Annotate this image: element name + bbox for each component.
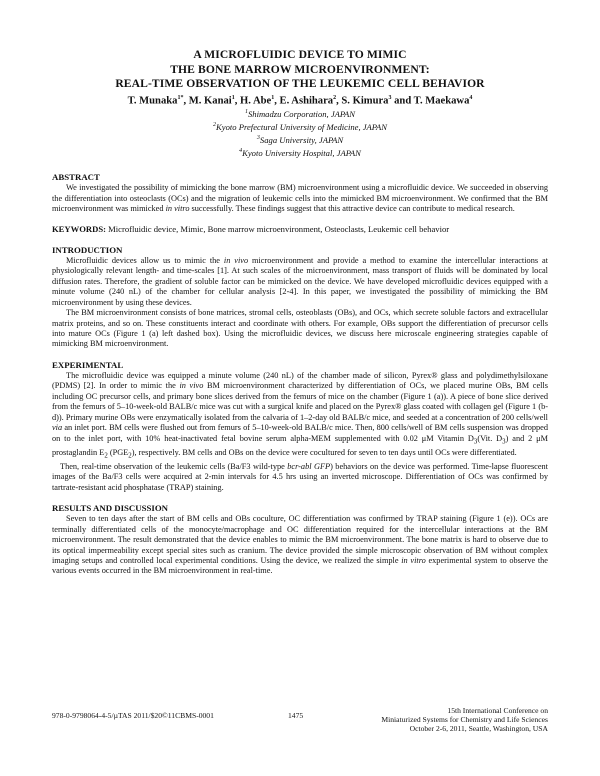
experimental-paragraph-2: Then, real-time observation of the leukemic cells (Ba/F3 wild-type bcr-abl GFP) behaviors on the device was performed. Time-lapse fluorescent images of the Ba/F3 cells were acquired at 2-min intervals for 4.5 hrs using an inverted microscope. Differentiation of OCs was confirmed by tartrate-resistant acid phosphatase (TRAP) staining. <box>52 461 548 492</box>
page-footer <box>52 706 548 746</box>
author-sup: 4 <box>469 94 473 101</box>
paper-title <box>52 48 548 92</box>
experimental-heading: EXPERIMENTAL <box>52 359 124 370</box>
footer-conference-line: October 2-6, 2011, Seattle, Washington, USA <box>409 723 548 733</box>
introduction-section <box>52 245 548 350</box>
title-line-1: A MICROFLUIDIC DEVICE TO MIMIC <box>193 48 407 61</box>
footer-conference <box>381 707 548 733</box>
author: S. Kimura <box>341 95 389 107</box>
author-sup: 1 <box>271 94 275 101</box>
affiliation <box>52 146 548 159</box>
affiliation-sup: 4 <box>239 147 243 154</box>
affiliation-sup: 3 <box>256 134 260 141</box>
abstract-paragraph: We investigated the possibility of mimicking the bone marrow (BM) microenvironment using a microfluidic device. We succeeded in observing the differentiation into osteoclasts (OCs) and the migration of leukemic cells into the mimicked BM microenvironment. We confirmed that the BM microenvironment was mimicked in vitro successfully. These findings suggest that this attractive device can contribute to medical research. <box>52 183 548 214</box>
introduction-paragraph-2: The BM microenvironment consists of bone matrices, stromal cells, osteoblasts (OBs), and OCs, which secrete soluble factors and extracellular matrix proteins, and so on. These constituents interact and coordinate with others. For example, OBs support the differentiation of precursor cells into mature OCs (Figure 1 (a) left dashed box). Using the microfluidic devices, we discuss here microscale engineering strategies capable of mimicking BM microenvironment. <box>52 308 548 349</box>
affiliation-sup: 2 <box>213 121 217 128</box>
abstract-heading: ABSTRACT <box>52 172 100 183</box>
author: M. Kanai <box>188 95 232 107</box>
keywords-label: KEYWORDS: <box>52 223 106 234</box>
author-sup: 1* <box>177 94 184 101</box>
author: T. Maekawa <box>413 95 470 107</box>
experimental-paragraph-1: The microfluidic device was equipped a minute volume (240 nL) of the chamber made of silicon, Pyrex® glass and polydimethylsiloxane (PDMS) [2]. In order to mimic the in vivo BM microenvironment characterized by differentiation of OCs, we placed murine OBs, BM cells including OC precursor cells, and primary bone slices derived from the femurs of mice on the chamber (Figure 1 (a)). A piece of bone slice derived from the femurs of 5–10-week-old BALB/c mice was cut with a surgical knife and placed on the Pyrex® glass coated with collagen gel (Figure 1 (b-d)). Primary murine OBs were enzymatically isolated from the calvaria of 1–2-day old BALB/c mice, and seeded at a concentration of 200 cells/well via an inlet port. BM cells were flushed out from femurs of 5–10-week-old BALB/c mice. Then, 800 cells/well of BM cells suspension was dropped on to the inlet port, with 10% heat-inactivated fetal bovine serum alpha-MEM supplemented with 0.02 μM Vitamin $D_3(Vit$. $D_3$) and 2 μM prostaglandin $E_2$ $(PGE_2)$, respectively. BM cells and OBs on the device were cocultured for seven to ten days until OCs were differentiated. <box>52 370 548 460</box>
affiliation <box>52 120 548 133</box>
affiliation-name: Kyoto University Hospital, JAPAN <box>242 147 361 158</box>
results-heading: RESULTS AND DISCUSSION <box>52 503 169 514</box>
footer-isbn: 978-0-9798064-4-5/µTAS 2011/$20©11CBMS-0001 <box>52 711 214 720</box>
keywords-line <box>52 224 548 235</box>
affiliation-name: Shimadzu Corporation, JAPAN <box>247 108 356 119</box>
results-section <box>52 503 548 577</box>
author: E. Ashihara <box>279 95 334 107</box>
keywords-text: Microfluidic device, Mimic, Bone marrow microenvironment, Osteoclasts, Leukemic cell behavior <box>105 223 450 234</box>
footer-conference-line: 15th International Conference on <box>447 706 548 715</box>
author-sup: 1 <box>231 94 235 101</box>
introduction-heading: INTRODUCTION <box>52 244 123 255</box>
introduction-paragraph-1: Microfluidic devices allow us to mimic the in vivo microenvironment and provide a method to examine the intercellular interactions at physiologically relevant length- and time-scales [1]. At such scales of the microenvironment, mass transport of fluids will be dominated by local diffusion rates. Therefore, the gradient of soluble factor can be mimicked on the device. We have developed microfluidic devices equipped with a minute volume (240 nL) of the chamber for cellular analysis [2-4]. In this paper, we investigated the possibility of mimicking the BM microenvironment by using these devices. <box>52 255 548 307</box>
affiliation-list <box>52 107 548 158</box>
affiliation-name: Kyoto Prefectural University of Medicine, JAPAN <box>216 121 387 132</box>
author: T. Munaka <box>127 95 178 107</box>
paper-page <box>52 48 548 577</box>
title-line-2: THE BONE MARROW MICROENVIRONMENT: <box>170 62 430 76</box>
affiliation <box>52 107 548 120</box>
author-sup: 3 <box>388 94 392 101</box>
author: H. Abe <box>240 95 272 107</box>
affiliation-name: Saga University, JAPAN <box>259 134 344 145</box>
footer-conference-line: Miniaturized Systems for Chemistry and Life Sciences <box>381 714 548 724</box>
affiliation <box>52 133 548 146</box>
experimental-section <box>52 360 548 493</box>
title-line-3: REAL-TIME OBSERVATION OF THE LEUKEMIC CELL BEHAVIOR <box>115 77 485 90</box>
results-paragraph-1: Seven to ten days after the start of BM cells and OBs coculture, OC differentiation was confirmed by TRAP staining (Figure 1 (e)). OCs are terminally differentiated cells of the monocyte/macrophage and OC differentiation required for the intercellular interactions at the BM microenvironment. The result demonstrated that the device enables to mimic the BM microenvironment. The bone matrix is hard to observe due to its optical impermeability except special sites such as cranium. The device provided the simple microscopic observation of BM without complex imaging setups and controlled local experimental conditions. Using the device, we realized the simple in vitro experimental system to observe the various events occurred in the BM microenvironment in real-time. <box>52 514 548 576</box>
affiliation-sup: 1 <box>244 109 248 116</box>
author-sup: 2 <box>333 94 337 101</box>
footer-page-number: 1475 <box>288 711 304 720</box>
author-list: T. Munaka$^{1*}$, M. Kanai$^1$, H. Abe$^1$, E. Ashihara$^2$, S. Kimura$^3$ and T. Maekawa$^4$ <box>127 94 473 107</box>
abstract-section <box>52 172 548 214</box>
